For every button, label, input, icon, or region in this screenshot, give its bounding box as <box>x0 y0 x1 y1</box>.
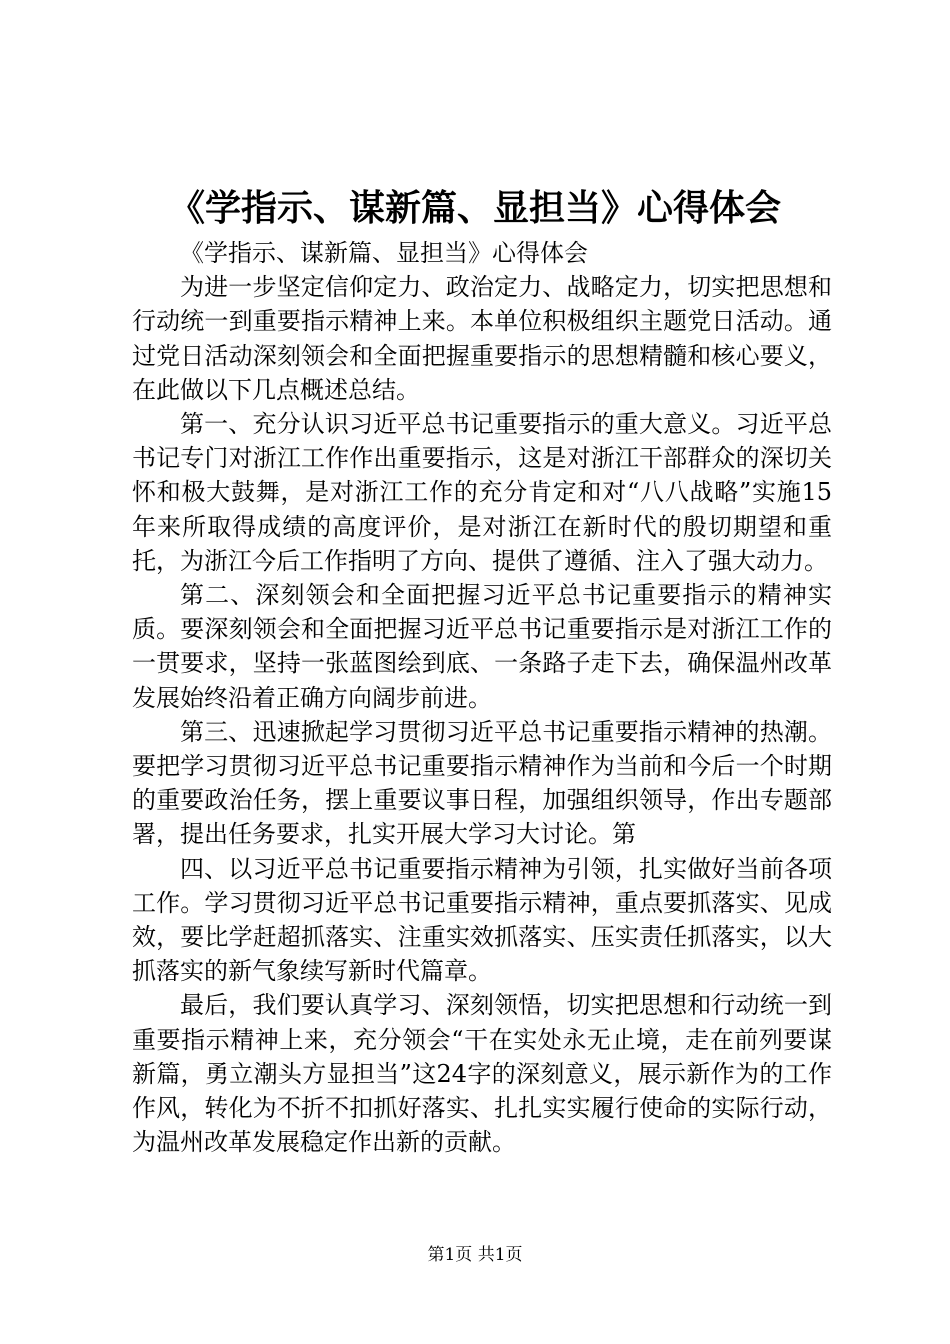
paragraph-conclusion: 最后，我们要认真学习、深刻领悟，切实把思想和行动统一到重要指示精神上来，充分领会“干在实处永无止境，走在前列要谋新篇，勇立潮头方显担当”这24字的深刻意义，展示新作为的工作作风，转化为不折不扣抓好落实、扎扎实实履行使命的实际行动，为温州改革发展稳定作出新的贡献。 <box>132 991 832 1157</box>
paragraph-first: 第一、充分认识习近平总书记重要指示的重大意义。习近平总书记专门对浙江工作作出重要指示，这是对浙江干部群众的深切关怀和极大鼓舞，是对浙江工作的充分肯定和对“八八战略”实施15年来所取得成绩的高度评价，是对浙江在新时代的殷切期望和重托，为浙江今后工作指明了方向、提供了遵循、注入了强大动力。 <box>132 410 832 575</box>
document-title: 《学指示、谋新篇、显担当》心得体会 <box>168 188 781 229</box>
paragraph-subtitle: 《学指示、谋新篇、显担当》心得体会 <box>180 239 588 267</box>
page-number: 第1页 共1页 <box>427 1245 523 1265</box>
paragraph-second: 第二、深刻领会和全面把握习近平总书记重要指示的精神实质。要深刻领会和全面把握习近平总书记重要指示是对浙江工作的一贯要求，坚持一张蓝图绘到底、一条路子走下去，确保温州改革发展始终沿着正确方向阔步前进。 <box>132 581 832 712</box>
document-body <box>132 236 832 1159</box>
paragraph-third: 第三、迅速掀起学习贯彻习近平总书记重要指示精神的热潮。要把学习贯彻习近平总书记重要指示精神作为当前和今后一个时期的重要政治任务，摆上重要议事日程，加强组织领导，作出专题部署，提出任务要求，扎实开展大学习大讨论。第 <box>132 717 832 849</box>
paragraph-fourth: 四、以习近平总书记重要指示精神为引领，扎实做好当前各项工作。学习贯彻习近平总书记重要指示精神，重点要抓落实、见成效，要比学赶超抓落实、注重实效抓落实、压实责任抓落实，以大抓落实的新气象续写新时代篇章。 <box>132 854 832 986</box>
paragraph-intro: 为进一步坚定信仰定力、政治定力、战略定力，切实把思想和行动统一到重要指示精神上来。本单位积极组织主题党日活动。通过党日活动深刻领会和全面把握重要指示的思想精髓和核心要义，在此做以下几点概述总结。 <box>132 273 832 404</box>
